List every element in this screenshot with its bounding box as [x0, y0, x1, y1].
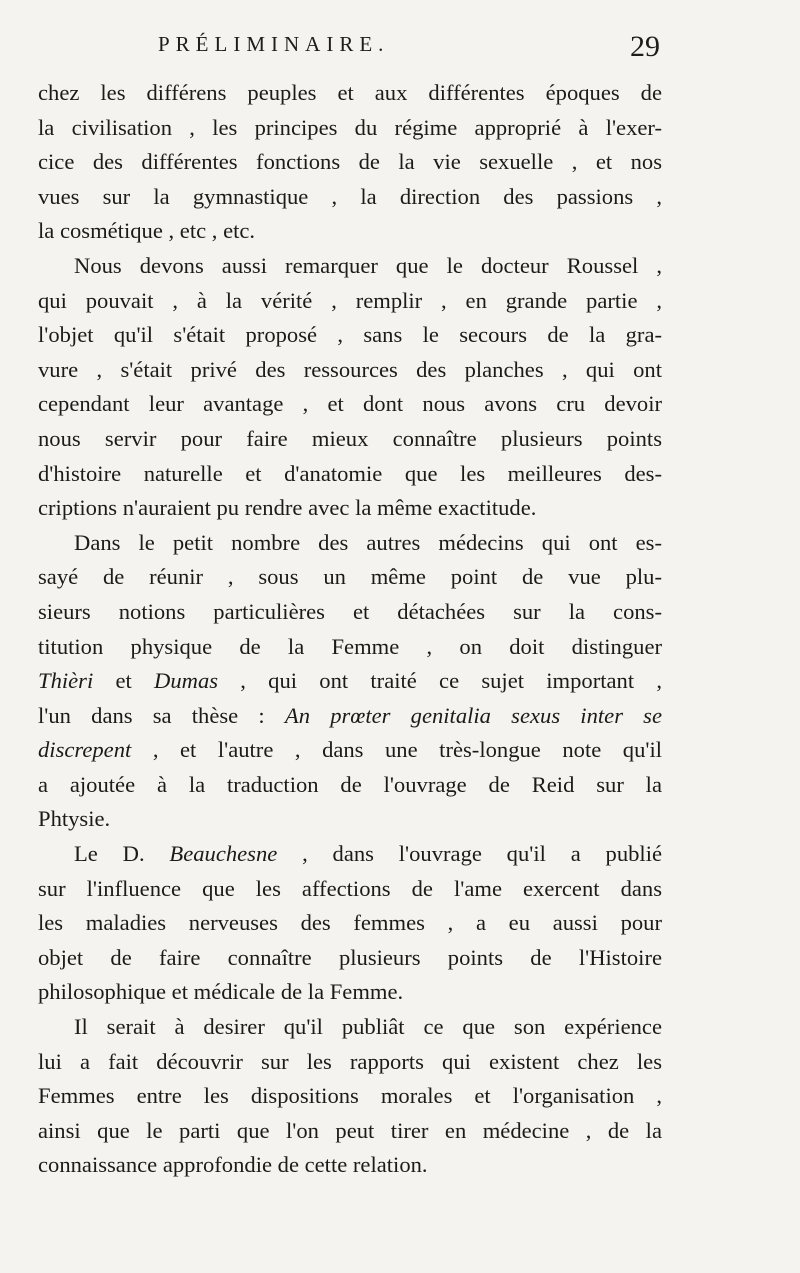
text-line: vues sur la gymnastique , la direction des passions , [38, 183, 662, 209]
text-line [38, 664, 662, 699]
line-rest: , et l'autre , dans une très-longue note qu'il [131, 737, 662, 763]
text-line: l'objet qu'il s'était proposé , sans le secours de la gra- [38, 322, 662, 348]
text-line: vure , s'était privé des ressources des planches , qui ont [38, 356, 662, 382]
author-name-beauchesne: Beauchesne [169, 841, 278, 867]
text-line [38, 837, 662, 872]
text-line: Il serait à desirer qu'il publiât ce que son expérience [74, 1014, 662, 1040]
body-text [38, 76, 662, 1183]
line-rest: , qui ont traité ce sujet important , [218, 668, 662, 694]
author-name-thieri: Thièri [38, 668, 94, 694]
text-line: criptions n'auraient pu rendre avec la même exactitude. [38, 495, 537, 521]
text-line: Femmes entre les dispositions morales et l'organisation , [38, 1083, 662, 1109]
paragraph-4 [38, 837, 662, 1010]
text-line: Nous devons aussi remarquer que le docteur Roussel , [74, 252, 662, 278]
text-line: sieurs notions particulières et détachées sur la cons- [38, 598, 662, 624]
text-line: qui pouvait , à la vérité , remplir , en grande partie , [38, 287, 662, 313]
text-line [38, 699, 662, 734]
text-line: Phtysie. [38, 806, 111, 832]
text-line: la cosmétique , etc , etc. [38, 218, 256, 244]
line-rest: , dans l'ouvrage qu'il a publié [277, 841, 663, 867]
text-line: lui a fait découvrir sur les rapports qui existent chez les [38, 1048, 662, 1074]
thesis-title: An prœter genitalia sexus inter se [284, 702, 663, 728]
text-line: objet de faire connaître plusieurs points de l'Histoire [38, 944, 662, 970]
text-line: philosophique et médicale de la Femme. [38, 979, 404, 1005]
text-line: d'histoire naturelle et d'anatomie que les meilleures des- [38, 460, 662, 486]
text-line [38, 733, 662, 768]
text-line: chez les différens peuples et aux différentes époques de [38, 80, 662, 105]
paragraph-1 [38, 76, 662, 249]
line-start: Le D. [74, 841, 170, 867]
text-line: connaissance approfondie de cette relation. [38, 1152, 428, 1178]
text-line: a ajoutée à la traduction de l'ouvrage de Reid sur la [38, 771, 662, 797]
text-line: cice des différentes fonctions de la vie sexuelle , et nos [38, 149, 662, 175]
text-line: titution physique de la Femme , on doit distinguer [38, 633, 662, 659]
paragraph-2 [38, 249, 662, 526]
page-number: 29 [630, 30, 660, 63]
connector-text: et [93, 668, 155, 694]
text-line: cependant leur avantage , et dont nous avons cru devoir [38, 391, 662, 417]
text-line: sur l'influence que les affections de l'ame exercent dans [38, 875, 662, 901]
text-line: ainsi que le parti que l'on peut tirer en médecine , de la [38, 1117, 662, 1143]
line-start: l'un dans sa thèse : [38, 702, 285, 728]
thesis-title-end: discrepent [38, 737, 132, 763]
paragraph-5 [38, 1010, 662, 1183]
text-line: nous servir pour faire mieux connaître plusieurs points [38, 425, 662, 451]
text-line: Dans le petit nombre des autres médecins qui ont es- [74, 529, 662, 555]
author-name-dumas: Dumas [154, 668, 219, 694]
text-line: la civilisation , les principes du régime approprié à l'exer- [38, 114, 662, 140]
text-line: sayé de réunir , sous un même point de vue plu- [38, 564, 662, 590]
page-header [0, 30, 800, 70]
running-head: PRÉLIMINAIRE. [158, 32, 390, 56]
paragraph-3 [38, 526, 662, 837]
text-line: les maladies nerveuses des femmes , a eu aussi pour [38, 910, 662, 936]
